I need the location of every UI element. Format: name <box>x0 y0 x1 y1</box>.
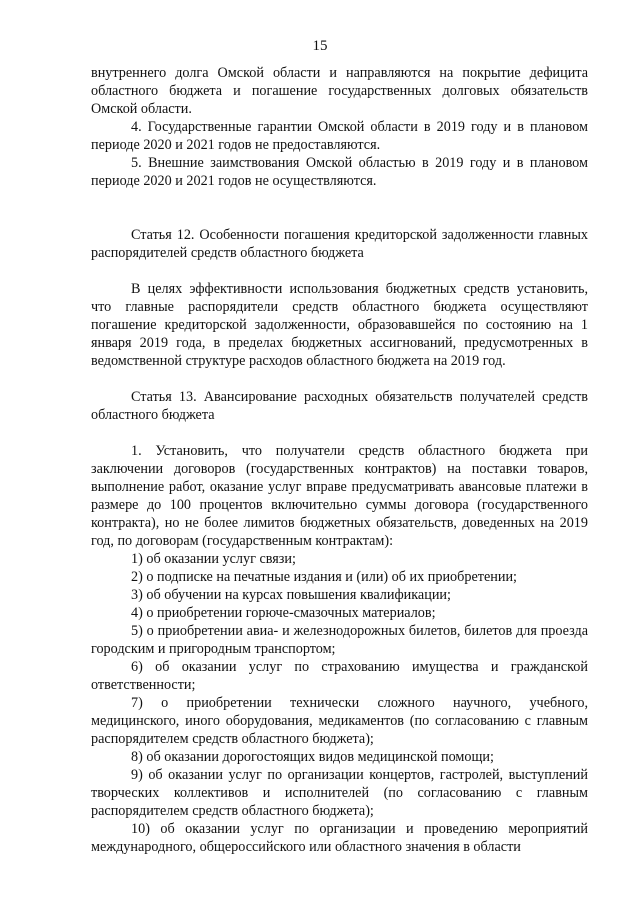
paragraph: 1. Установить, что получатели средств областного бюджета при заключении договоров (государственных контрактов) на поставки товаров, выполнение работ, оказание услуг вправе предусматривать авансовые платежи в размере до 100 процентов включительно суммы договора (государственного контракта), но не более лимитов бюджетных обязательств, доведенных на 2019 год, по договорам (государственным контрактам): <box>91 443 588 549</box>
paragraph: В целях эффективности использования бюджетных средств установить, что главные распорядители средств областного бюджета осуществляют погашение кредиторской задолженности, образовавшейся по состоянию на 1 января 2019 года, в пределах бюджетных ассигнований, предусмотренных в ведомственной структуре расходов областного бюджета на 2019 год. <box>91 281 588 369</box>
paragraph: 4. Государственные гарантии Омской области в 2019 году и в плановом периоде 2020 и 2021 годов не предоставляются. <box>91 119 588 153</box>
list-item: 1) об оказании услуг связи; <box>131 551 296 567</box>
list-item: 7) о приобретении технически сложного научного, учебного, медицинского, иного оборудования, медикаментов (по согласованию с главным распорядителем средств областного бюджета); <box>91 695 588 747</box>
document-body <box>91 64 588 856</box>
list-item: 2) о подписке на печатные издания и (или) об их приобретении; <box>131 569 517 585</box>
page-number: 15 <box>312 38 328 54</box>
article-heading: Статья 13. Авансирование расходных обязательств получателей средств областного бюджета <box>91 389 588 423</box>
paragraph: 5. Внешние заимствования Омской областью в 2019 году и в плановом периоде 2020 и 2021 годов не осуществляются. <box>91 155 588 189</box>
article-heading: Статья 12. Особенности погашения кредиторской задолженности главных распорядителей средств областного бюджета <box>91 227 588 261</box>
list-item: 3) об обучении на курсах повышения квалификации; <box>131 587 451 603</box>
list-item: 6) об оказании услуг по страхованию имущества и гражданской ответственности; <box>91 659 588 693</box>
list-item: 4) о приобретении горюче-смазочных материалов; <box>131 605 436 621</box>
list-item: 10) об оказании услуг по организации и проведению мероприятий международного, общероссийского или областного значения в области <box>91 821 588 855</box>
list-item: 8) об оказании дорогостоящих видов медицинской помощи; <box>131 749 494 765</box>
paragraph: внутреннего долга Омской области и направляются на покрытие дефицита областного бюджета и погашение государственных долговых обязательств Омской области. <box>91 65 588 117</box>
list-item: 5) о приобретении авиа- и железнодорожных билетов, билетов для проезда городским и пригородным транспортом; <box>91 623 588 657</box>
list-item: 9) об оказании услуг по организации концертов, гастролей, выступлений творческих коллективов и исполнителей (по согласованию с главным распорядителем средств областного бюджета); <box>91 767 588 819</box>
